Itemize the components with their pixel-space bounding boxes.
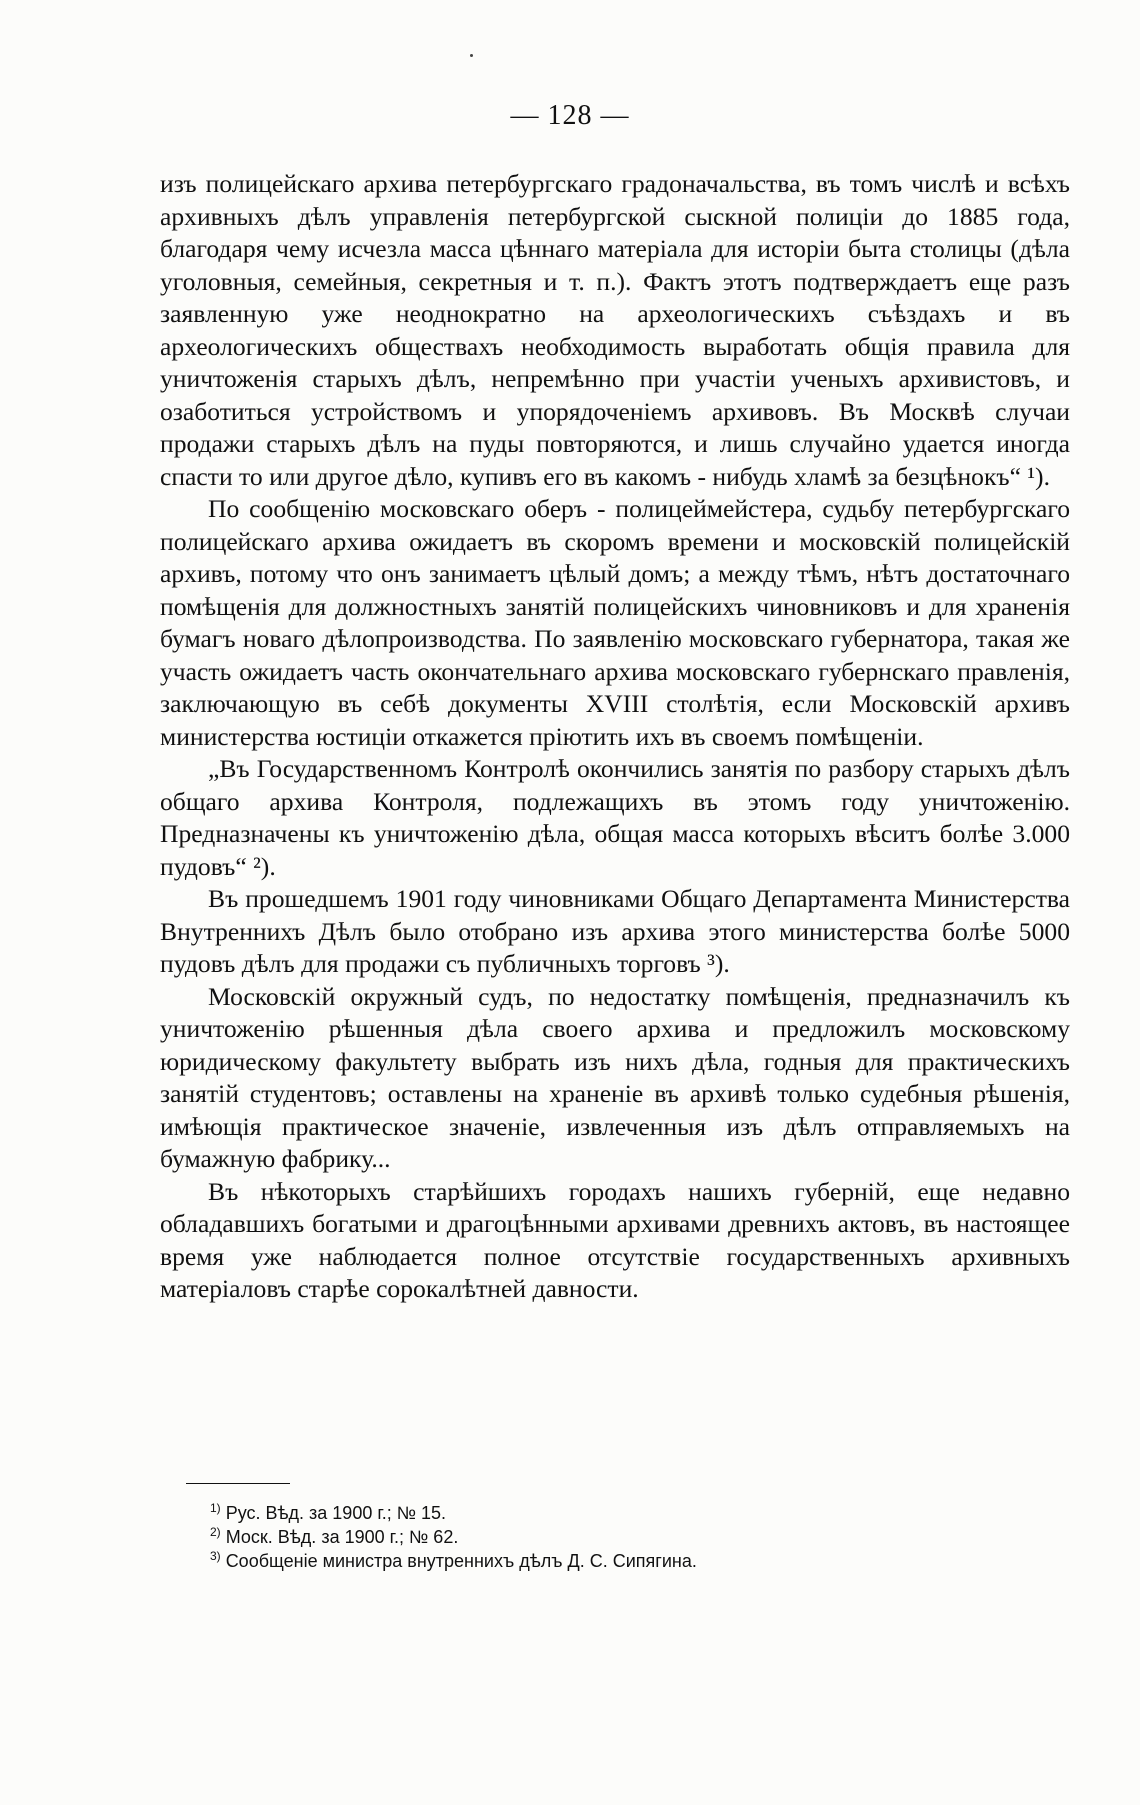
footnotes xyxy=(210,1501,697,1573)
page-number: — 128 — xyxy=(510,100,630,131)
footnote-mark: 2) xyxy=(210,1525,221,1539)
paragraph-6: Въ нѣкоторыхъ старѣйшихъ городахъ нашихъ губерній, еще недавно обладавшихъ богатыми и драгоцѣнными архивами древнихъ актовъ, въ настоящее время уже наблюдается полное отсутствіе государственныхъ архивныхъ матеріаловъ старѣе сорокалѣтней давности. xyxy=(160,1176,1070,1303)
footnote-mark: 1) xyxy=(210,1501,221,1515)
footnote-text: Рус. Вѣд. за 1900 г.; № 15. xyxy=(225,1503,447,1523)
footnote-divider xyxy=(186,1483,290,1484)
paragraph-2: По сообщенію московскаго оберъ - полицеймейстера, судьбу петербургскаго полицейскаго архива ожидаетъ въ скоромъ времени и московскій полицейскій архивъ, потому что онъ занимаетъ цѣлый домъ; а между тѣмъ, нѣтъ достаточнаго помѣщенія для должностныхъ занятій полицейскихъ чиновниковъ и для храненія бумагъ новаго дѣлопроизводства. По заявленію московскаго губернатора, такая же участь ожидаетъ часть окончательнаго архива московскаго губернскаго правленія, заключающую въ себѣ документы XVIII столѣтія, если Московскій архивъ министерства юстиціи откажется пріютить ихъ въ своемъ помѣщеніи. xyxy=(160,494,1070,751)
paragraph-1: изъ полицейскаго архива петербургскаго градоначальства, въ томъ числѣ и всѣхъ архивныхъ дѣлъ управленія петербургской сыскной полиціи до 1885 года, благодаря чему исчезла масса цѣннаго матеріала для исторіи быта столицы (дѣла уголовныя, семейныя, секретныя и т. п.). Фактъ этотъ подтверждаетъ еще разъ заявленную уже неоднократно на археологическихъ съѣздахъ и въ археологическихъ обществахъ необходимость выработать общія правила для уничтоженія старыхъ дѣлъ, непремѣнно при участіи ученыхъ архивистовъ, и озаботиться устройствомъ и упорядоченіемъ архивовъ. Въ Москвѣ случаи продажи старыхъ дѣлъ на пуды повторяются, и лишь случайно удается иногда спасти то или другое дѣло, купивъ его въ какомъ - нибудь хламѣ за безцѣнокъ“ ¹). xyxy=(160,169,1070,491)
paragraph-3: „Въ Государственномъ Контролѣ окончились занятія по разбору старыхъ дѣлъ общаго архива Контроля, подлежащихъ въ этомъ году уничтоженію. Предназначены къ уничтоженію дѣла, общая масса которыхъ вѣситъ болѣе 3.000 пудовъ“ ²). xyxy=(160,754,1070,881)
footnote-mark: 3) xyxy=(210,1549,221,1563)
footnote-3 xyxy=(210,1549,697,1573)
body-text xyxy=(160,168,1070,1306)
footnote-text: Моск. Вѣд. за 1900 г.; № 62. xyxy=(225,1527,459,1547)
footnote-text: Сообщеніе министра внутреннихъ дѣлъ Д. С. Сипягина. xyxy=(225,1551,697,1571)
scan-speck xyxy=(470,54,473,57)
footnote-2 xyxy=(210,1525,697,1549)
paragraph-5: Московскій окружный судъ, по недостатку помѣщенія, предназначилъ къ уничтоженію рѣшенныя дѣла своего архива и предложилъ московскому юридическому факультету выбрать изъ нихъ дѣла, годныя для практическихъ занятій студентовъ; оставлены на храненіе въ архивѣ только судебныя рѣшенія, имѣющія практическое значеніе, извлеченныя изъ дѣлъ отправляемыхъ на бумажную фабрику... xyxy=(160,981,1070,1173)
footnote-1 xyxy=(210,1501,697,1525)
paragraph-4: Въ прошедшемъ 1901 году чиновниками Общаго Департамента Министерства Внутреннихъ Дѣлъ было отобрано изъ архива этого министерства болѣе 5000 пудовъ дѣлъ для продажи съ публичныхъ торговъ ³). xyxy=(160,884,1070,978)
